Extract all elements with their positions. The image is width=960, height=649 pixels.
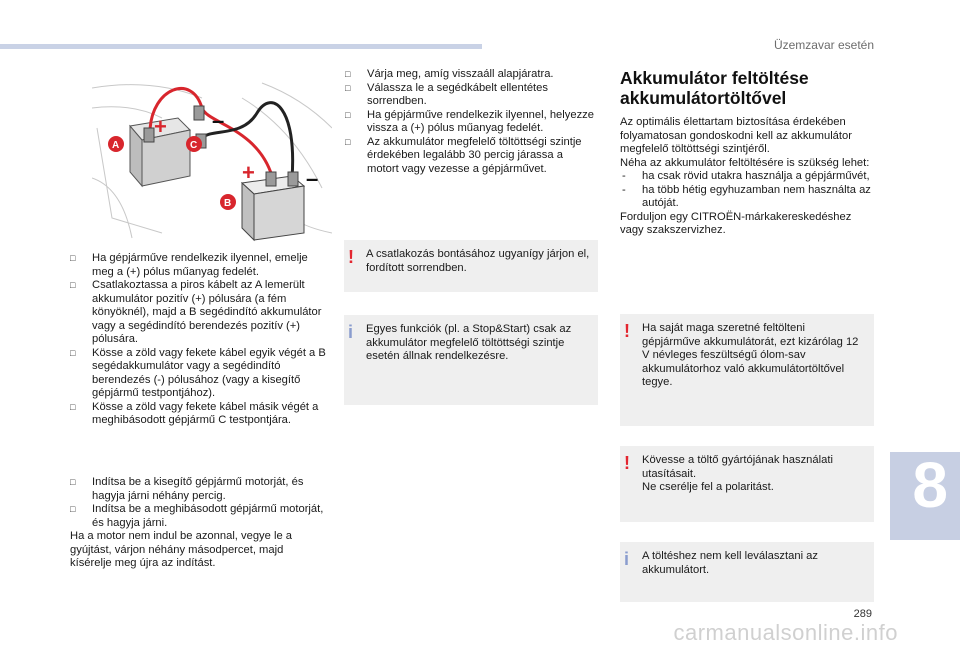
- charging-title: Akkumulátor feltöltése akkumulátortöltővel: [620, 68, 809, 108]
- clamp-red-end: [194, 106, 204, 120]
- clamp-b-minus: [288, 172, 298, 186]
- section-title: Üzemzavar esetén: [773, 38, 874, 52]
- list-item: □ Ha gépjárműve rendelkezik ilyennel, helyezze vissza a (+) pólus műanyag fedelét.: [345, 109, 595, 136]
- watermark: carmanualsonline.info: [673, 620, 898, 645]
- warning-icon: !: [624, 453, 630, 473]
- minus-sign-b: –: [306, 166, 319, 191]
- list-item: □ Kösse a zöld vagy fekete kábel egyik végét a B segédakkumulátor vagy a segédindító berendezés (-) pólusához (vagy a kisegítő gépjármű testpontjához).: [70, 347, 326, 401]
- warning-box-disconnect: ! A csatlakozás bontásához ugyanígy járjon el, fordított sorrendben.: [344, 240, 598, 292]
- list-item: □ Ha gépjárműve rendelkezik ilyennel, emelje meg a (+) pólus műanyag fedelét.: [70, 252, 326, 279]
- warning-icon: !: [348, 247, 354, 267]
- clamp-a: [144, 128, 154, 142]
- list-item: - ha csak rövid utakra használja a gépjárművét,: [620, 170, 874, 184]
- info-icon: i: [348, 322, 354, 342]
- header-bar: [0, 44, 482, 49]
- list-item: □ Várja meg, amíg visszaáll alapjáratra.: [345, 68, 595, 82]
- retry-note: Ha a motor nem indul be azonnal, vegye le a gyújtást, várjon néhány másodpercet, majd kísérelje meg újra az indítást.: [70, 530, 293, 569]
- label-a: A: [112, 140, 120, 151]
- label-c: C: [190, 140, 198, 151]
- left-steps-2: [70, 476, 326, 571]
- list-item: □ Indítsa be a meghibásodott gépjármű motorját, és hagyja járni.: [70, 503, 326, 530]
- plus-sign-b: +: [242, 160, 255, 185]
- warning-icon: !: [624, 321, 630, 341]
- warning-box-charger-type: ! Ha saját maga szeretné feltölteni gépjárműve akkumulátorát, ezt kizárólag 12 V névleges feszültségű ólom-sav akkumulátorhoz való akkumulátortöltővel tegye.: [620, 314, 874, 426]
- list-item: - ha több hétig egyhuzamban nem használta az autóját.: [620, 184, 874, 211]
- jump-start-illustration: [92, 68, 332, 244]
- warning-box-polarity: ! Kövesse a töltő gyártójának használati utasításait. Ne cserélje fel a polaritást.: [620, 446, 874, 522]
- info-box-functions: i Egyes funkciók (pl. a Stop&Start) csak az akkumulátor megfelelő töltöttségi szintje esetén állnak rendelkezésre.: [344, 315, 598, 405]
- list-item: □ Indítsa be a kisegítő gépjármű motorját, és hagyja járni néhány percig.: [70, 476, 326, 503]
- left-steps-1: [70, 252, 326, 428]
- list-item: □ Kösse a zöld vagy fekete kábel másik végét a meghibásodott gépjármű C testpontjára.: [70, 401, 326, 428]
- info-box-no-disconnect: i A töltéshez nem kell leválasztani az akkumulátort.: [620, 542, 874, 602]
- middle-steps: [345, 68, 595, 176]
- list-item: □ Az akkumulátor megfelelő töltöttségi szintje érdekében legalább 30 percig járassa a motort vagy vezesse a gépjárművet.: [345, 136, 595, 177]
- label-b: B: [224, 198, 232, 209]
- chapter-number: 8: [912, 449, 948, 521]
- info-icon: i: [624, 549, 630, 569]
- plus-sign-a: +: [154, 114, 167, 139]
- charging-intro: Az optimális élettartam biztosítása érdekében folyamatosan gondoskodni kell az akkumulátor megfelelő töltöttségi szintjéről. Néha az akkumulátor feltöltésére is szükség lehet: - ha csak rövid utakra használja a gépjárművét, - ha több hétig egyhuzamban nem használta az autóját. Forduljon egy CITROËN-márkakereskedéshez vagy szakszervizhez.: [620, 116, 874, 238]
- minus-sign-a: –: [212, 108, 225, 133]
- page-number: 289: [853, 608, 872, 620]
- list-item: □ Csatlakoztassa a piros kábelt az A lemerült akkumulátor pozitív (+) pólusára (a fém könyöknél), majd a B segédindító akkumulátor vagy a segédindító berendezés pozitív (+) pólusára.: [70, 279, 326, 347]
- clamp-b-plus: [266, 172, 276, 186]
- list-item: □ Válassza le a segédkábelt ellentétes sorrendben.: [345, 82, 595, 109]
